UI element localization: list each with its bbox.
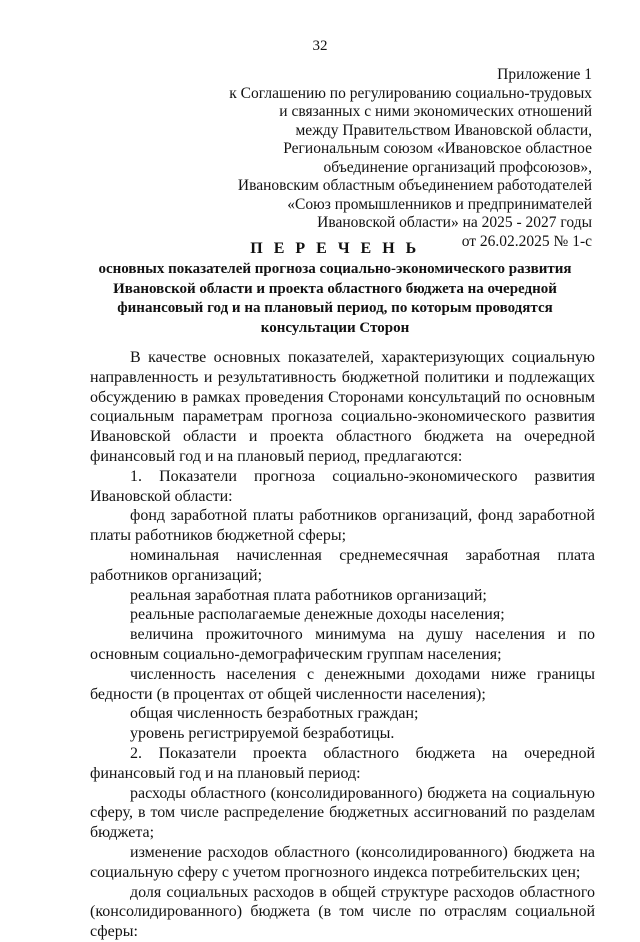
appendix-line: и связанных с ними экономических отношений: [279, 103, 592, 120]
document-title: П Е Р Е Ч Е Н Ь: [250, 240, 420, 257]
body-paragraph: величина прожиточного минимума на душу населения и по основным социально-демографическим группам населения;: [90, 626, 595, 663]
body-paragraph: численность населения с денежными доходами ниже границы бедности (в процентах от общей численности населения);: [90, 665, 595, 703]
body-paragraph: 2. Показатели проекта областного бюджета на очередной финансовый год и на плановый период:: [90, 744, 595, 782]
appendix-line: между Правительством Ивановской области,: [295, 121, 592, 139]
appendix-line: «Союз промышленников и предпринимателей: [287, 195, 592, 213]
appendix-line: к Соглашению по регулированию социально-трудовых: [229, 84, 592, 102]
appendix-line: Приложение 1: [497, 66, 592, 83]
body-paragraph: В качестве основных показателей, характеризующих социальную направленность и результативность бюджетной политики и подлежащих обсуждению в рамках проведения Сторонами консультаций по основным социальным параметрам прогноза социально-экономического развития Ивановской области и проекта областного бюджета на очередной финансовый год и на плановый период, предлагаются:: [90, 349, 595, 465]
body-paragraph: реальная заработная плата работников организаций;: [130, 586, 487, 604]
body-paragraph: номинальная начисленная среднемесячная заработная плата работников организаций;: [90, 546, 595, 584]
document-body: [90, 348, 595, 942]
body-paragraph: фонд заработной платы работников организаций, фонд заработной платы работников бюджетной сферы;: [90, 507, 595, 545]
body-paragraph: реальные располагаемые денежные доходы населения;: [130, 606, 505, 624]
appendix-line: Ивановской области» на 2025 - 2027 годы: [317, 214, 592, 231]
subtitle-line: финансовый год и на плановый период, по которым проводятся: [117, 300, 553, 316]
body-paragraph: расходы областного (консолидированного) бюджета на социальную сферу, в том числе распределение бюджетных ассигнований по разделам бюджета;: [90, 784, 595, 842]
body-paragraph: общая численность безработных граждан;: [130, 705, 419, 723]
body-paragraph: уровень регистрируемой безработицы.: [130, 725, 395, 743]
appendix-line: Региональным союзом «Ивановское областное: [283, 140, 592, 157]
subtitle-line: Ивановской области и проекта областного бюджета на очередной: [113, 280, 557, 297]
subtitle-line: консультации Сторон: [260, 319, 410, 336]
page-number: 32: [312, 38, 328, 54]
document-heading: [90, 238, 580, 338]
body-paragraph: изменение расходов областного (консолидированного) бюджета на социальную сферу с учетом прогнозного индекса потребительских цен;: [90, 843, 595, 881]
appendix-line: от 26.02.2025 № 1-с: [461, 232, 592, 250]
appendix-header: [172, 66, 592, 251]
appendix-line: Ивановским областным объединением работодателей: [237, 177, 592, 194]
document-subtitle: [90, 260, 580, 338]
appendix-line: объединение организаций профсоюзов»,: [323, 158, 592, 176]
body-paragraph: доля социальных расходов в общей структуре расходов областного (консолидированного) бюджета (в том числе по отраслям социальной сферы:: [90, 883, 595, 941]
body-paragraph: 1. Показатели прогноза социально-экономического развития Ивановской области:: [90, 467, 595, 505]
subtitle-line: основных показателей прогноза социально-экономического развития: [98, 261, 572, 277]
